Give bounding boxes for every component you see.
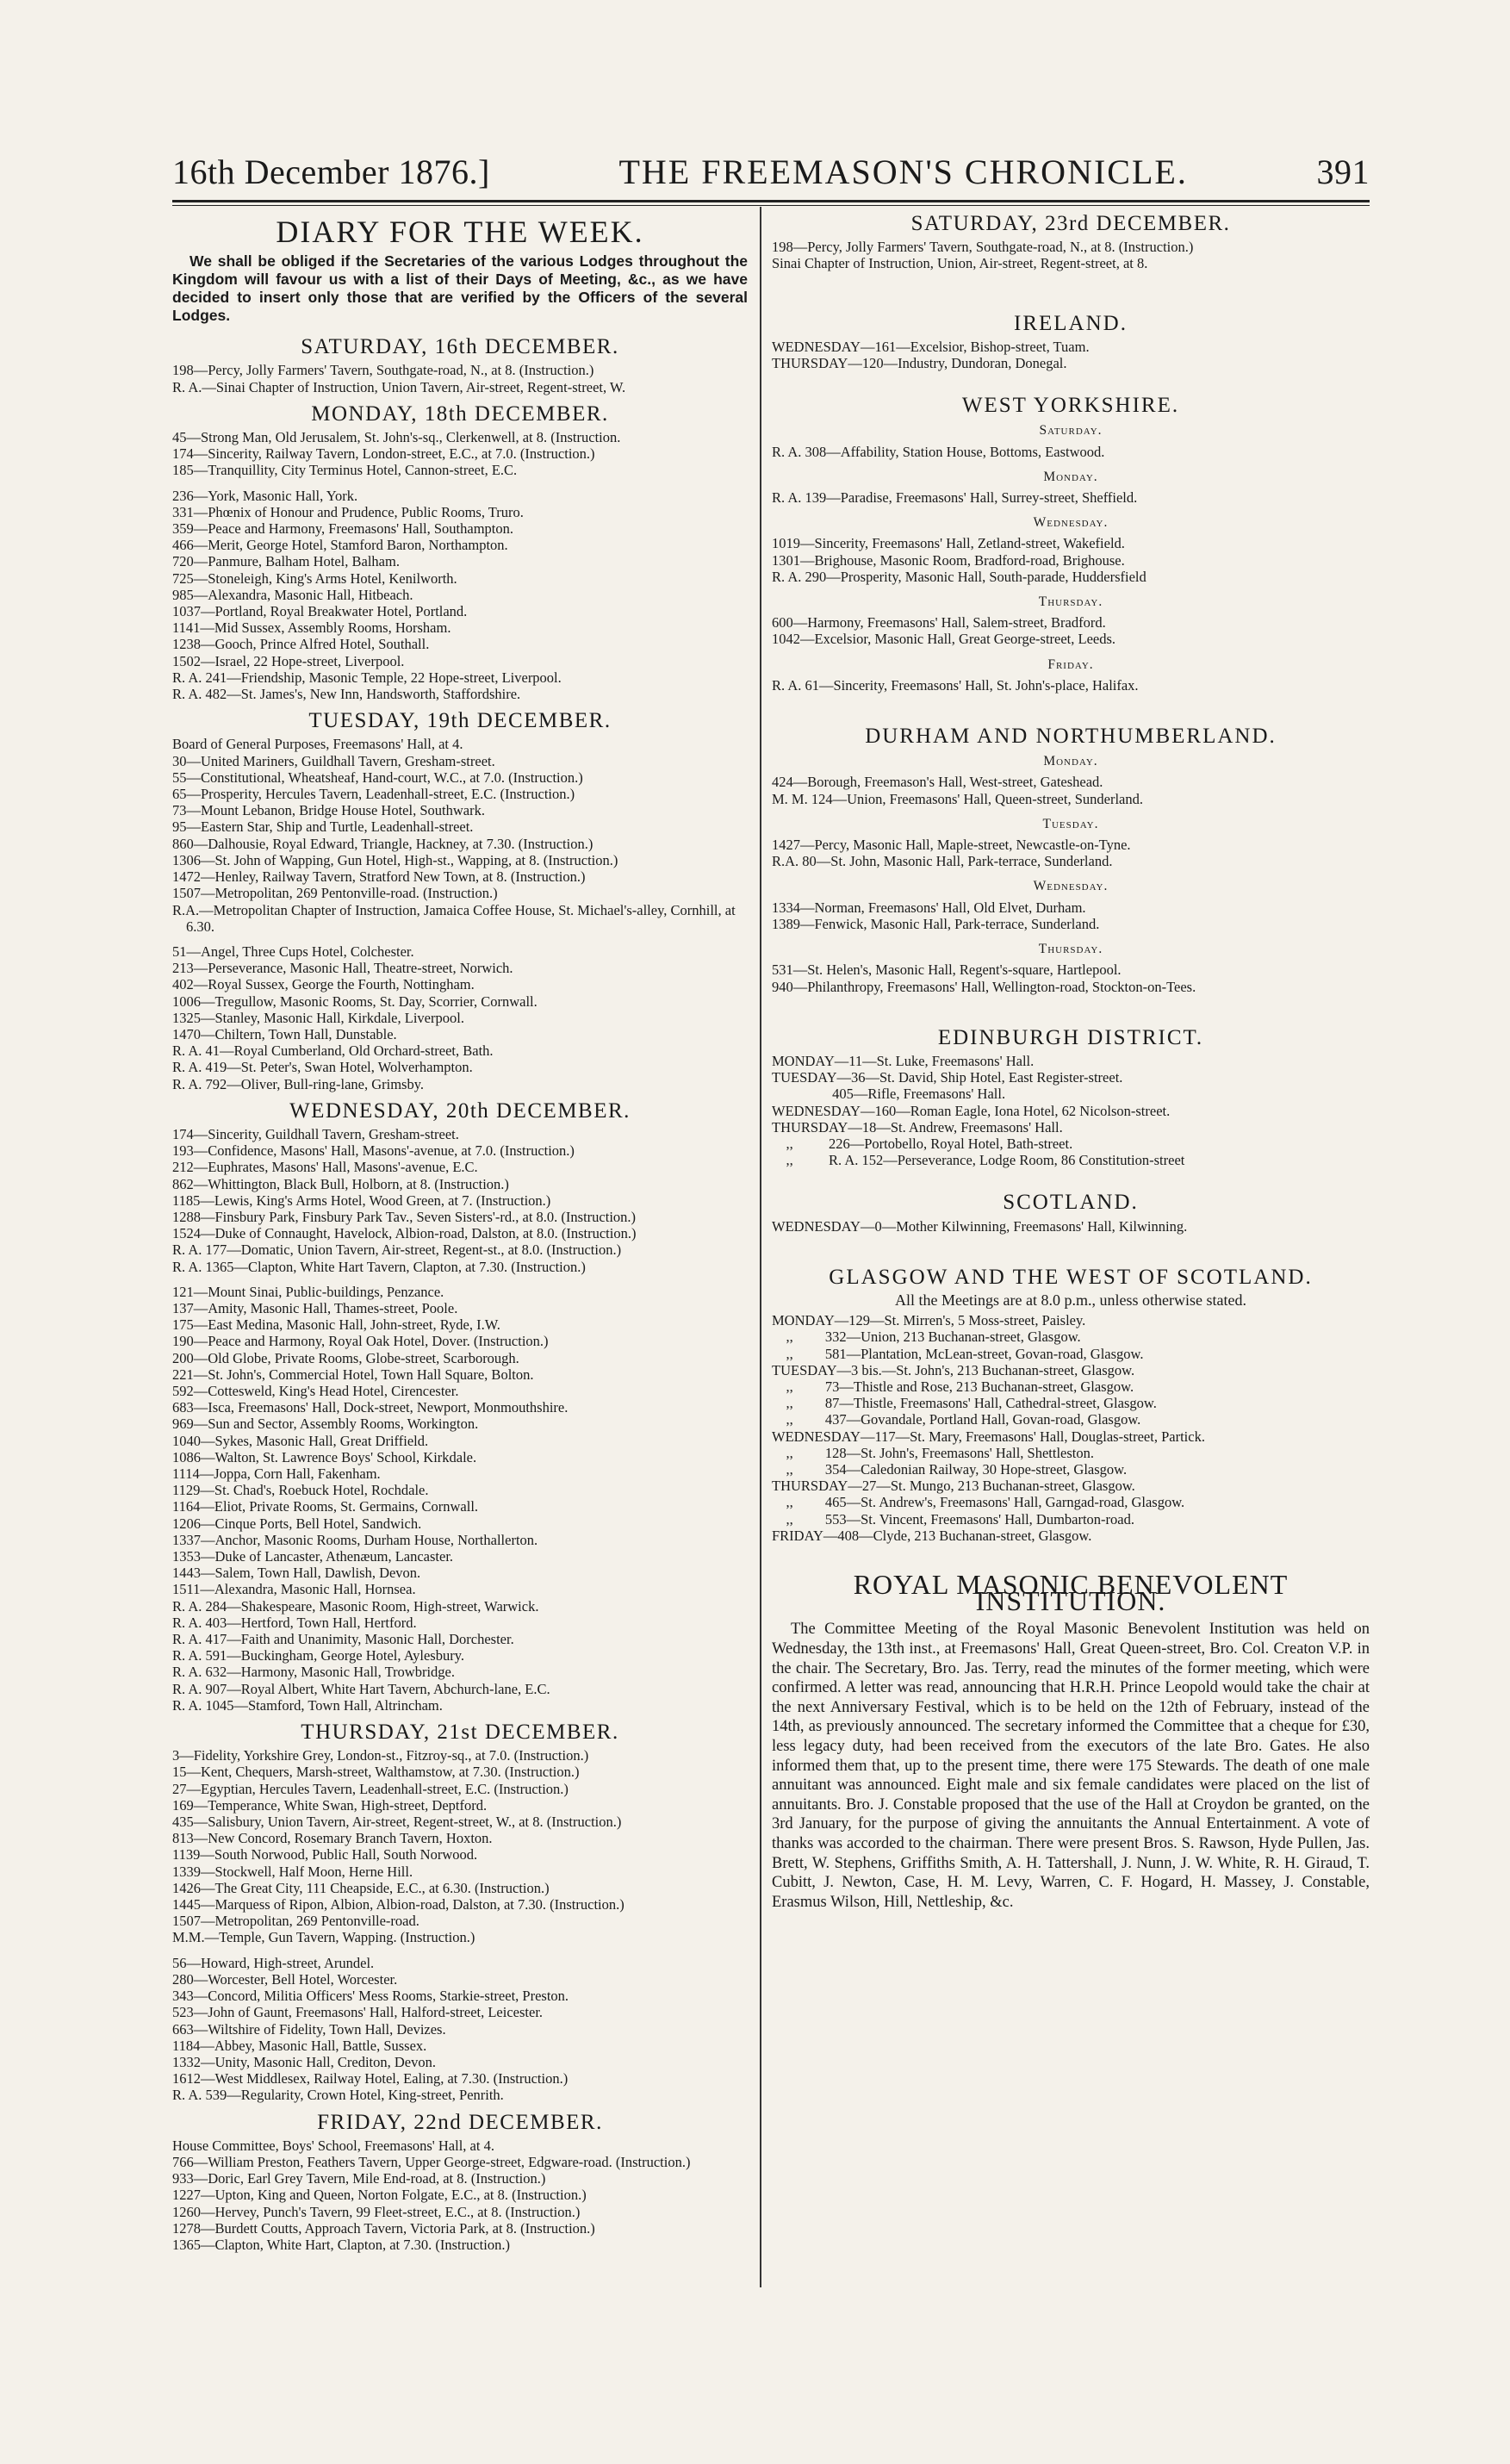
lodge-entry: R. A. 284—Shakespeare, Masonic Room, High-street, Warwick.: [172, 1597, 539, 1615]
lodge-entry: MONDAY—129—St. Mirren's, 5 Moss-street, Paisley.: [772, 1312, 1086, 1329]
saturday-23-section: [772, 212, 1370, 272]
lodge-entry: ,, 73—Thistle and Rose, 213 Buchanan-street, Glasgow.: [772, 1378, 1134, 1395]
lodge-entry: R. A. 177—Domatic, Union Tavern, Air-street, Regent-st., at 8.0. (Instruction.): [172, 1241, 622, 1259]
lodge-entry: 1339—Stockwell, Half Moon, Herne Hill.: [172, 1863, 413, 1880]
lodge-entry: 424—Borough, Freemason's Hall, West-street, Gateshead.: [772, 774, 1103, 791]
lodge-entry: 1288—Finsbury Park, Finsbury Park Tav., Seven Sisters'-rd., at 8.0. (Instruction.): [172, 1208, 637, 1225]
lodge-entry: 1443—Salem, Town Hall, Dawlish, Devon.: [172, 1565, 421, 1582]
durham-days: [772, 753, 1370, 994]
lodge-entry: R. A. 241—Friendship, Masonic Temple, 22 Hope-street, Liverpool.: [172, 669, 562, 686]
scotland-entries: [772, 1218, 1370, 1235]
lodge-entry: 174—Sincerity, Guildhall Tavern, Gresham-street.: [172, 1125, 459, 1142]
glasgow-entries: [772, 1312, 1370, 1544]
edinburgh-section: [772, 1025, 1370, 1169]
lodge-entry: 933—Doric, Earl Grey Tavern, Mile End-road, at 8. (Instruction.): [172, 2170, 546, 2187]
lodge-entry: ,, 437—Govandale, Portland Hall, Govan-road, Glasgow.: [772, 1411, 1141, 1428]
lodge-entry: 1006—Tregullow, Masonic Rooms, St. Day, Scorrier, Cornwall.: [172, 992, 538, 1010]
day-heading: SATURDAY, 16th DECEMBER.: [301, 335, 619, 359]
weekday-subheading: Tuesday.: [1042, 816, 1099, 831]
lodge-entry: 1389—Fenwick, Masonic Hall, Park-terrace, Sunderland.: [772, 915, 1100, 932]
left-column: [172, 215, 748, 2253]
day-section: [172, 335, 748, 395]
lodge-entry: 1040—Sykes, Masonic Hall, Great Driffield.: [172, 1432, 429, 1449]
lodge-entry: Sinai Chapter of Instruction, Union, Air-street, Regent-street, at 8.: [772, 255, 1148, 272]
lodge-entry: 1511—Alexandra, Masonic Hall, Hornsea.: [172, 1581, 416, 1598]
lodge-entry: 1507—Metropolitan, 269 Pentonville-road. (Instruction.): [172, 885, 498, 902]
lodge-entry: R. A. 41—Royal Cumberland, Old Orchard-street, Bath.: [172, 1042, 494, 1060]
lodge-entry: 121—Mount Sinai, Public-buildings, Penzance.: [172, 1283, 444, 1300]
lodge-entry: WEDNESDAY—160—Roman Eagle, Iona Hotel, 62 Nicolson-street.: [772, 1102, 1171, 1119]
lodge-entry: 45—Strong Man, Old Jerusalem, St. John's-sq., Clerkenwell, at 8. (Instruction.: [172, 429, 621, 446]
day-section: [172, 1098, 748, 1714]
lodge-entry: 200—Old Globe, Private Rooms, Globe-street, Scarborough.: [172, 1349, 519, 1366]
lodge-entry: 600—Harmony, Freemasons' Hall, Salem-street, Bradford.: [772, 614, 1106, 632]
lodge-entry: R. A. 1045—Stamford, Town Hall, Altrincham.: [172, 1696, 443, 1714]
lodge-entry: 531—St. Helen's, Masonic Hall, Regent's-square, Hartlepool.: [772, 961, 1122, 979]
lodge-entry: R. A. 403—Hertford, Town Hall, Hertford.: [172, 1614, 417, 1631]
lodge-entry: ,, 128—St. John's, Freemasons' Hall, Shettleston.: [772, 1444, 1094, 1461]
lodge-entry: 1612—West Middlesex, Railway Hotel, Ealing, at 7.30. (Instruction.): [172, 2070, 569, 2088]
lodge-entry: 405—Rifle, Freemasons' Hall.: [772, 1086, 1006, 1103]
durham-heading: DURHAM AND NORTHUMBERLAND.: [865, 725, 1277, 749]
lodge-entry: 720—Panmure, Balham Hotel, Balham.: [172, 553, 400, 570]
ireland-section: [772, 311, 1370, 372]
lodge-entry: R. A. 1365—Clapton, White Hart Tavern, Clapton, at 7.30. (Instruction.): [172, 1258, 586, 1275]
day-section: [172, 709, 748, 1092]
rmbi-heading: ROYAL MASONIC BENEVOLENT INSTITUTION.: [853, 1568, 1289, 1617]
lodge-entry: 1139—South Norwood, Public Hall, South Norwood.: [172, 1846, 478, 1864]
lodge-entry: 73—Mount Lebanon, Bridge House Hotel, Southwark.: [172, 802, 485, 819]
glasgow-note: All the Meetings are at 8.0 p.m., unless otherwise stated.: [895, 1291, 1246, 1309]
ireland-entries: [772, 339, 1370, 371]
header-rule-thin: [172, 205, 1370, 206]
lodge-entry: 1185—Lewis, King's Arms Hotel, Wood Green, at 7. (Instruction.): [172, 1192, 551, 1209]
lodge-entry: ,, 332—Union, 213 Buchanan-street, Glasgow.: [772, 1328, 1081, 1346]
lodge-entry: M. M. 124—Union, Freemasons' Hall, Queen-street, Sunderland.: [772, 790, 1143, 807]
lodge-entry: 95—Eastern Star, Ship and Turtle, Leadenhall-street.: [172, 818, 474, 836]
lodge-entry: 15—Kent, Chequers, Marsh-street, Walthamstow, at 7.30. (Instruction.): [172, 1764, 580, 1781]
lodge-entry: R. A. 417—Faith and Unanimity, Masonic Hall, Dorchester.: [172, 1631, 514, 1648]
lodge-entry: 1141—Mid Sussex, Assembly Rooms, Horsham.: [172, 619, 451, 637]
lodge-entry: 1114—Joppa, Corn Hall, Fakenham.: [172, 1465, 381, 1482]
lodge-entry: 3—Fidelity, Yorkshire Grey, London-st., Fitzroy-sq., at 7.0. (Instruction.): [172, 1747, 589, 1764]
lodge-entry: 860—Dalhousie, Royal Edward, Triangle, Hackney, at 7.30. (Instruction.): [172, 835, 593, 852]
lodge-entry: FRIDAY—408—Clyde, 213 Buchanan-street, Glasgow.: [772, 1527, 1092, 1544]
lodge-entry: 1129—St. Chad's, Roebuck Hotel, Rochdale.: [172, 1482, 429, 1499]
weekday-subheading: Friday.: [1047, 656, 1094, 672]
lodge-entry: 51—Angel, Three Cups Hotel, Colchester.: [172, 943, 414, 960]
lodge-entry: 663—Wiltshire of Fidelity, Town Hall, Devizes.: [172, 2020, 446, 2038]
scotland-heading: SCOTLAND.: [1003, 1191, 1139, 1215]
lodge-entry: R.A. 80—St. John, Masonic Hall, Park-terrace, Sunderland.: [772, 853, 1113, 870]
group-gap: [172, 1275, 748, 1284]
weekday-subheading: Wednesday.: [1033, 515, 1109, 531]
lodge-entry: ,, 581—Plantation, McLean-street, Govan-road, Glasgow.: [772, 1345, 1144, 1362]
weekday-subheading: Thursday.: [1038, 942, 1103, 957]
lodge-entry: TUESDAY—3 bis.—St. John's, 213 Buchanan-street, Glasgow.: [772, 1361, 1135, 1378]
lodge-entry: 1086—Walton, St. Lawrence Boys' School, Kirkdale.: [172, 1448, 477, 1465]
ireland-heading: IRELAND.: [1014, 311, 1128, 335]
lodge-entry: R. A. 591—Buckingham, George Hotel, Aylesbury.: [172, 1647, 464, 1664]
west-yorkshire-section: [772, 394, 1370, 694]
weekday-subheading: Wednesday.: [1033, 879, 1109, 894]
lodge-entry: R. A. 482—St. James's, New Inn, Handsworth, Staffordshire.: [172, 686, 521, 703]
lodge-entry: R. A. 907—Royal Albert, White Hart Tavern, Abchurch-lane, E.C.: [172, 1680, 550, 1697]
publication-title: THE FREEMASON'S CHRONICLE.: [618, 152, 1188, 191]
lodge-entry: 1332—Unity, Masonic Hall, Crediton, Devon.: [172, 2053, 436, 2070]
lodge-entry: ,, 553—St. Vincent, Freemasons' Hall, Dumbarton-road.: [772, 1510, 1134, 1528]
lodge-entry: 1306—St. John of Wapping, Gun Hotel, High-st., Wapping, at 8. (Instruction.): [172, 851, 618, 868]
glasgow-section: [772, 1265, 1370, 1544]
lodge-entry: R. A. 539—Regularity, Crown Hotel, King-street, Penrith.: [172, 2087, 504, 2104]
edinburgh-heading: EDINBURGH DISTRICT.: [937, 1025, 1204, 1049]
lodge-entry: THURSDAY—27—St. Mungo, 213 Buchanan-street, Glasgow.: [772, 1478, 1135, 1495]
lodge-entry: R. A. 419—St. Peter's, Swan Hotel, Wolverhampton.: [172, 1059, 473, 1076]
lodge-entry: MONDAY—11—St. Luke, Freemasons' Hall.: [772, 1052, 1035, 1069]
lodge-entry: 1470—Chiltern, Town Hall, Dunstable.: [172, 1025, 397, 1042]
lodge-entry: 331—Phœnix of Honour and Prudence, Public Rooms, Truro.: [172, 503, 524, 520]
lodge-entry: 1337—Anchor, Masonic Rooms, Durham House, Northallerton.: [172, 1531, 538, 1548]
lodge-entry: 169—Temperance, White Swan, High-street, Deptford.: [172, 1796, 488, 1814]
lodge-entry: 185—Tranquillity, City Terminus Hotel, Cannon-street, E.C.: [172, 462, 518, 479]
weekday-subheading: Monday.: [1043, 754, 1098, 769]
weekday-subheading: Saturday.: [1039, 423, 1103, 439]
lodge-entry: 813—New Concord, Rosemary Branch Tavern, Hoxton.: [172, 1830, 493, 1847]
lodge-entry: 1019—Sincerity, Freemasons' Hall, Zetland-street, Wakefield.: [772, 535, 1125, 552]
lodge-entry: House Committee, Boys' School, Freemasons' Hall, at 4.: [172, 2137, 494, 2154]
lodge-entry: 1301—Brighouse, Masonic Room, Bradford-road, Brighouse.: [772, 551, 1125, 569]
west-yorkshire-days: [772, 422, 1370, 694]
weekday-subheading: Monday.: [1043, 469, 1098, 484]
scotland-section: [772, 1191, 1370, 1235]
lodge-entry: 766—William Preston, Feathers Tavern, Upper George-street, Edgware-road. (Instruction.): [172, 2153, 691, 2170]
lodge-entry: 55—Constitutional, Wheatsheaf, Hand-court, W.C., at 7.0. (Instruction.): [172, 768, 583, 786]
lodge-entry: 1042—Excelsior, Masonic Hall, Great George-street, Leeds.: [772, 631, 1116, 648]
lodge-entry: TUESDAY—36—St. David, Ship Hotel, East Register-street.: [772, 1069, 1123, 1086]
lodge-entry: 359—Peace and Harmony, Freemasons' Hall, Southampton.: [172, 520, 513, 538]
lodge-entry: WEDNESDAY—161—Excelsior, Bishop-street, Tuam.: [772, 338, 1090, 355]
lodge-entry: 402—Royal Sussex, George the Fourth, Nottingham.: [172, 976, 475, 993]
lodge-entry: 1260—Hervey, Punch's Tavern, 99 Fleet-street, E.C., at 8. (Instruction.): [172, 2203, 581, 2220]
day-heading: FRIDAY, 22nd DECEMBER.: [317, 2110, 603, 2134]
lodge-entry: 1325—Stanley, Masonic Hall, Kirkdale, Liverpool.: [172, 1009, 464, 1026]
durham-section: [772, 725, 1370, 995]
lodge-entry: 725—Stoneleigh, King's Arms Hotel, Kenilworth.: [172, 569, 457, 587]
lodge-entry: ,, 354—Caledonian Railway, 30 Hope-street, Glasgow.: [772, 1460, 1128, 1478]
lodge-entry: R. A.—Sinai Chapter of Instruction, Union Tavern, Air-street, Regent-street, W.: [172, 378, 626, 395]
lodge-entry: 27—Egyptian, Hercules Tavern, Leadenhall-street, E.C. (Instruction.): [172, 1780, 569, 1797]
lodge-entry: 174—Sincerity, Railway Tavern, London-street, E.C., at 7.0. (Instruction.): [172, 445, 595, 463]
column-divider: [760, 207, 761, 2287]
lodge-entry: 1206—Cinque Ports, Bell Hotel, Sandwich.: [172, 1515, 422, 1532]
lodge-entry: 1238—Gooch, Prince Alfred Hotel, Southall.: [172, 636, 430, 653]
lodge-entry: 193—Confidence, Masons' Hall, Masons'-avenue, at 7.0. (Instruction.): [172, 1142, 575, 1160]
lodge-entry: WEDNESDAY—0—Mother Kilwinning, Freemasons' Hall, Kilwinning.: [772, 1217, 1188, 1235]
day-heading: TUESDAY, 19th DECEMBER.: [308, 709, 612, 733]
lodge-entry: M.M.—Temple, Gun Tavern, Wapping. (Instruction.): [172, 1929, 475, 1946]
diary-intro: We shall be obliged if the Secretaries of the various Lodges throughout the Kingdom will favour us with a list of their Days of Meeting, &c., as we have decided to insert only those that are verified by the Officers of the several Lodges.: [172, 252, 748, 325]
lodge-entry: 213—Perseverance, Masonic Hall, Theatre-street, Norwich.: [172, 960, 513, 977]
lodge-entry: R.A.—Metropolitan Chapter of Instruction, Jamaica Coffee House, St. Michael's-alley, Cornhill, at 6.30.: [172, 901, 736, 935]
lodge-entry: 343—Concord, Militia Officers' Mess Rooms, Starkie-street, Preston.: [172, 1988, 569, 2005]
weekday-subheading: Thursday.: [1038, 594, 1103, 610]
diary-days: [172, 335, 748, 2253]
lodge-entry: R. A. 290—Prosperity, Masonic Hall, South-parade, Huddersfield: [772, 568, 1146, 585]
lodge-entry: 1164—Eliot, Private Rooms, St. Germains, Cornwall.: [172, 1498, 479, 1515]
lodge-entry: ,, 87—Thistle, Freemasons' Hall, Cathedral-street, Glasgow.: [772, 1395, 1157, 1412]
lodge-entry: 30—United Mariners, Guildhall Tavern, Gresham-street.: [172, 752, 495, 769]
lodge-entry: 435—Salisbury, Union Tavern, Air-street, Regent-street, W., at 8. (Instruction.): [172, 1814, 622, 1831]
lodge-entry: R. A. 792—Oliver, Bull-ring-lane, Grimsby.: [172, 1075, 425, 1092]
day-section: [172, 1720, 748, 2104]
lodge-entry: 1037—Portland, Royal Breakwater Hotel, Portland.: [172, 603, 468, 620]
lodge-entry: 175—East Medina, Masonic Hall, John-street, Ryde, I.W.: [172, 1316, 500, 1334]
day-heading: WEDNESDAY, 20th DECEMBER.: [289, 1098, 631, 1123]
group-gap: [172, 1946, 748, 1955]
lodge-entry: 1334—Norman, Freemasons' Hall, Old Elvet, Durham.: [772, 899, 1086, 916]
lodge-entry: 1227—Upton, King and Queen, Norton Folgate, E.C., at 8. (Instruction.): [172, 2187, 587, 2204]
right-column: [772, 212, 1370, 1912]
header-rule-thick: [172, 200, 1370, 202]
day-section: [172, 2110, 748, 2254]
issue-date: 16th December 1876.]: [172, 152, 490, 191]
day-section: [172, 401, 748, 703]
lodge-entry: ,, R. A. 152—Perseverance, Lodge Room, 86 Constitution-street: [772, 1152, 1185, 1169]
lodge-entry: ,, 226—Portobello, Royal Hotel, Bath-street.: [772, 1135, 1073, 1152]
west-yorkshire-heading: WEST YORKSHIRE.: [961, 394, 1180, 418]
lodge-entry: 221—St. John's, Commercial Hotel, Town Hall Square, Bolton.: [172, 1366, 534, 1383]
lodge-entry: 1426—The Great City, 111 Cheapside, E.C., at 6.30. (Instruction.): [172, 1879, 550, 1896]
lodge-entry: 1445—Marquess of Ripon, Albion, Albion-road, Dalston, at 7.30. (Instruction.): [172, 1896, 625, 1913]
lodge-entry: 198—Percy, Jolly Farmers' Tavern, Southgate-road, N., at 8. (Instruction.): [772, 239, 1194, 256]
lodge-entry: 56—Howard, High-street, Arundel.: [172, 1954, 375, 1971]
rmbi-section: [772, 1568, 1370, 1912]
lodge-entry: 1278—Burdett Coutts, Approach Tavern, Victoria Park, at 8. (Instruction.): [172, 2219, 595, 2237]
diary-heading: DIARY FOR THE WEEK.: [276, 215, 644, 249]
lodge-entry: R. A. 139—Paradise, Freemasons' Hall, Surrey-street, Sheffield.: [772, 489, 1138, 507]
group-gap: [172, 935, 748, 943]
lodge-entry: 137—Amity, Masonic Hall, Thames-street, Poole.: [172, 1299, 458, 1316]
lodge-entry: 1502—Israel, 22 Hope-street, Liverpool.: [172, 652, 405, 669]
lodge-entry: 1507—Metropolitan, 269 Pentonville-road.: [172, 1913, 419, 1930]
lodge-entry: 1472—Henley, Railway Tavern, Stratford New Town, at 8. (Instruction.): [172, 868, 586, 886]
lodge-entry: 1353—Duke of Lancaster, Athenæum, Lancaster.: [172, 1548, 454, 1565]
page-header: [172, 152, 1370, 195]
lodge-entry: 280—Worcester, Bell Hotel, Worcester.: [172, 1970, 398, 1988]
lodge-entry: Board of General Purposes, Freemasons' Hall, at 4.: [172, 736, 463, 753]
saturday-23-heading: SATURDAY, 23rd DECEMBER.: [910, 212, 1231, 235]
lodge-entry: 190—Peace and Harmony, Royal Oak Hotel, Dover. (Instruction.): [172, 1333, 549, 1350]
lodge-entry: 1427—Percy, Masonic Hall, Maple-street, Newcastle-on-Tyne.: [772, 837, 1131, 854]
lodge-entry: 683—Isca, Freemasons' Hall, Dock-street, Newport, Monmouthshire.: [172, 1399, 569, 1416]
lodge-entry: 940—Philanthropy, Freemasons' Hall, Wellington-road, Stockton-on-Tees.: [772, 978, 1196, 995]
lodge-entry: 523—John of Gaunt, Freemasons' Hall, Halford-street, Leicester.: [172, 2004, 544, 2021]
lodge-entry: R. A. 61—Sincerity, Freemasons' Hall, St. John's-place, Halifax.: [772, 676, 1139, 694]
lodge-entry: 198—Percy, Jolly Farmers' Tavern, Southgate-road, N., at 8. (Instruction.): [172, 362, 594, 379]
lodge-entry: THURSDAY—120—Industry, Dundoran, Donegal.: [772, 355, 1067, 372]
glasgow-heading: GLASGOW AND THE WEST OF SCOTLAND.: [829, 1265, 1313, 1289]
lodge-entry: 466—Merit, George Hotel, Stamford Baron, Northampton.: [172, 537, 508, 554]
lodge-entry: 862—Whittington, Black Bull, Holborn, at 8. (Instruction.): [172, 1175, 509, 1192]
lodge-entry: 1184—Abbey, Masonic Hall, Battle, Sussex.: [172, 2037, 427, 2054]
page-number: 391: [1316, 152, 1370, 191]
saturday-23-entries: [772, 239, 1370, 271]
rmbi-body: The Committee Meeting of the Royal Masonic Benevolent Institution was held on Wednesday, the 13th inst., at Freemasons' Hall, Great Queen-street, Bro. Col. Creaton V.P. in the chair. The Secretary, Bro. Jas. Terry, read the minutes of the former meeting, which were confirmed. A letter was read, announcing that H.R.H. Prince Leopold would take the chair at the next Anniversary Festival, which is to be held on the 12th of February, instead of the 14th, as previously announced. The secretary informed the Committee that a cheque for £30, less legacy duty, had been received from the executors of the late Bro. Gates. He also informed them that, up to the present time, there were 175 Stewards. The death of one male annuitant was announced. Eight male and six female candidates were placed on the list of annuitants. Bro. J. Constable proposed that the use of the Hall at Croydon be granted, on the 3rd January, for the purpose of giving the annuitants the Annual Entertainment. A vote of thanks was accorded to the chairman. There were present Bros. S. Rawson, Hyde Pullen, Jas. Brett, W. Stephens, Griffiths Smith, A. H. Tattershall, J. Nunn, J. W. White, R. H. Giraud, T. Cubitt, J. Newton, Case, H. M. Levy, Warren, C. F. Hogard, H. Massey, J. Constable, Erasmus Wilson, Hill, Nettleship, &c.: [772, 1621, 1370, 1911]
lodge-entry: 592—Cottesweld, King's Head Hotel, Cirencester.: [172, 1382, 459, 1399]
lodge-entry: 1524—Duke of Connaught, Havelock, Albion-road, Dalston, at 8.0. (Instruction.): [172, 1225, 637, 1242]
lodge-entry: 985—Alexandra, Masonic Hall, Hitbeach.: [172, 586, 413, 603]
lodge-entry: R. A. 632—Harmony, Masonic Hall, Trowbridge.: [172, 1664, 456, 1681]
lodge-entry: THURSDAY—18—St. Andrew, Freemasons' Hall.: [772, 1118, 1063, 1136]
lodge-entry: 1365—Clapton, White Hart, Clapton, at 7.30. (Instruction.): [172, 2236, 510, 2253]
lodge-entry: 65—Prosperity, Hercules Tavern, Leadenhall-street, E.C. (Instruction.): [172, 786, 575, 803]
lodge-entry: 969—Sun and Sector, Assembly Rooms, Workington.: [172, 1416, 479, 1433]
group-gap: [172, 479, 748, 488]
day-heading: THURSDAY, 21st DECEMBER.: [301, 1720, 619, 1745]
edinburgh-entries: [772, 1053, 1370, 1168]
lodge-entry: R. A. 308—Affability, Station House, Bottoms, Eastwood.: [772, 443, 1105, 460]
lodge-entry: WEDNESDAY—117—St. Mary, Freemasons' Hall, Douglas-street, Partick.: [772, 1428, 1205, 1445]
lodge-entry: ,, 465—St. Andrew's, Freemasons' Hall, Garngad-road, Glasgow.: [772, 1494, 1185, 1511]
day-heading: MONDAY, 18th DECEMBER.: [311, 401, 609, 426]
lodge-entry: 212—Euphrates, Masons' Hall, Masons'-avenue, E.C.: [172, 1159, 478, 1176]
lodge-entry: 236—York, Masonic Hall, York.: [172, 487, 358, 504]
